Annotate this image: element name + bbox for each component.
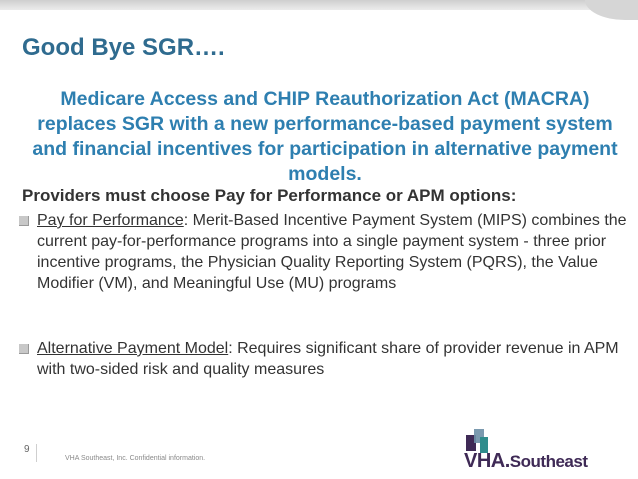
bullet-pay-for-performance — [28, 210, 628, 294]
bullet-text: : Requires significant share of provider revenue in APM with two-sided risk and quality measures — [37, 340, 619, 378]
bullet-term: Pay for Performance — [37, 212, 184, 229]
bullet-term: Alternative Payment Model — [37, 340, 229, 357]
bullet-square-icon — [19, 344, 29, 354]
slide-title: Good Bye SGR…. — [22, 34, 225, 61]
confidential-notice: VHA Southeast, Inc. Confidential information. — [65, 455, 206, 462]
logo-main-text: VHA. — [464, 450, 510, 472]
bullet-alternative-payment-model — [28, 338, 628, 380]
logo-sub-text: Southeast — [509, 452, 588, 471]
providers-heading: Providers must choose Pay for Performance or APM options: — [22, 186, 517, 205]
bullet-square-icon — [19, 216, 29, 226]
top-decorative-band — [0, 0, 638, 10]
footer-divider — [36, 444, 37, 462]
bullet-text: : Merit-Based Incentive Payment System (MIPS) combines the current pay-for-performance programs into a single payment system - three prior incentive programs, the Physician Quality Reporting System (PQRS), the Value Modifier (VM), and Meaningful Use (MU) programs — [37, 212, 627, 292]
page-number: 9 — [24, 444, 30, 455]
top-corner-swoosh — [585, 0, 638, 20]
vha-southeast-logo — [462, 425, 630, 473]
lead-statement: Medicare Access and CHIP Reauthorization Act (MACRA) replaces SGR with a new performance-based payment system and financial incentives for participation in alternative payment models. — [32, 88, 618, 185]
logo-text — [464, 450, 587, 473]
